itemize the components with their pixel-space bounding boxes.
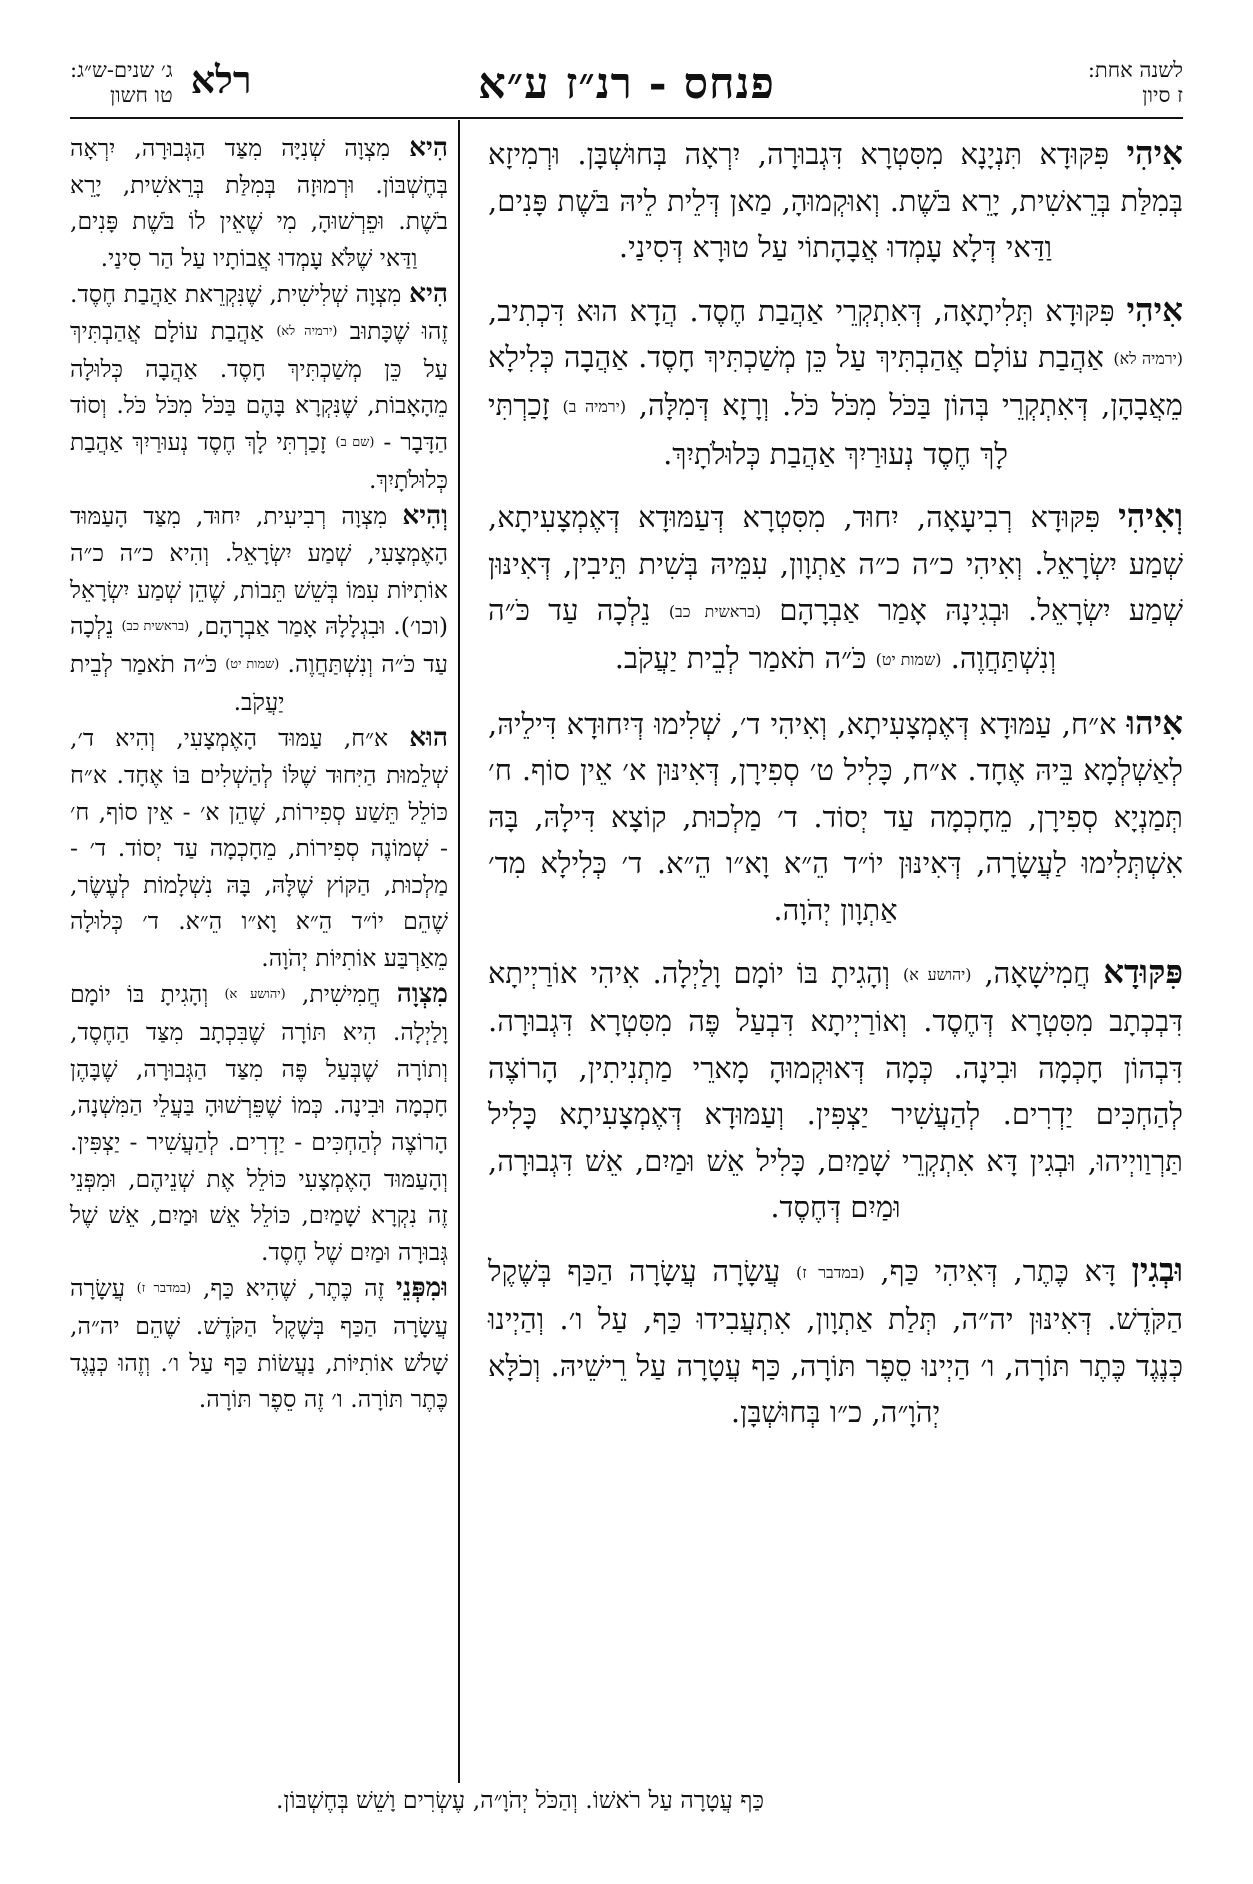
commentary-paragraph-text: זֶה כֶּתֶר, שֶׁהִיא כַּף, (191, 1274, 396, 1303)
main-text-paragraph-text: חֲמִישָׁאָה, (971, 956, 1104, 990)
commentary-paragraph-opening-word: הִיא (409, 278, 448, 310)
scripture-source-ref: (ירמיה ב) (562, 397, 627, 416)
scripture-source-ref: (במדבר ז) (136, 1281, 192, 1297)
commentary-continuation-line: כַּף עֲטָרָה עַל רֹאשׁוֹ. וְהַכֹּל יְהֹוָ״ה, עֶשְׂרִים וָשֵׁשׁ בְּחֶשְׁבּוֹן. (276, 1786, 764, 1814)
main-text-paragraph-opening-word: וְאִיהִי (1118, 497, 1183, 535)
commentary-paragraph-text: מִצְוָה רְבִיעִית, יִחוּד, מִצַּד הָעַמּוּד הָאֶמְצָעִי, שְׁמַע יִשְׂרָאֵל. וְהִיא כ״ה כ״ה אוֹתִיּוֹת עִמּוֹ בְּשֵׁשׁ תֵּבוֹת, שֶׁהֵן שְׁמַע יִשְׂרָאֵל (וכו׳). וּבִגְלָלָהּ אָמַר אַבְרָהָם, (70, 502, 448, 641)
scripture-source-ref: (יהושע א) (903, 964, 972, 984)
commentary-paragraph-text: מִצְוָה שְׁנִיָּה מִצַּד הַגְּבוּרָה, יִרְאָה בְּחֶשְׁבּוֹן. וּרְמוּזָה בְּמִלַּת בְּרֵאשִׁית, יָרֵא בֹשֶׁת. וּפֵרְשׁוּהָ, מִי שֶׁאֵין לוֹ בֹּשֶׁת פָּנִים, וַדַּאי שֶׁלֹּא עָמְדוּ אֲבוֹתָיו עַל הַר סִינַי. (70, 134, 448, 272)
header-rule (70, 117, 1183, 119)
main-text-paragraph-text: א״ח, עַמּוּדָא דְּאֶמְצָעִיתָא, וְאִיהִי ד׳, שְׁלִימוּ דְּיִחוּדָא דִּילֵיהּ, לְאַשְׁלְמָא בֵּיהּ אֶחָד. א״ח, כָּלִיל ט׳ סְפִירָן, דְּאִינּוּן א׳ אֵין סוֹף. ח׳ תְּמַנְיָא סְפִירָן, מֵחָכְמָה עַד יְסוֹד. ד׳ מַלְכוּת, קוֹצָא דִּילָהּ, בָּהּ אִשְׁתְּלִימוּ לַעֲשָׂרָה, דְּאִינּוּן יוֹ״ד הֵ״א וָא״ו הֵ״א. ד׳ כְּלִילָא מִד׳ אַתְוָון יְהֹוָה. (488, 706, 1183, 927)
scripture-source-ref: (יהושע א) (224, 987, 286, 1003)
main-text-paragraph-text: אַהֲבַת עוֹלָם אֲהַבְתִּיךְ עַל כֵּן מְשַׁכְתִּיךְ חָסֶד. אַהֲבָה כְּלִילָא מֵאֲבָהָן, דְּאִתְקְרֵי בְּהוֹן בַּכֹּל מִכֹּל כֹּל. וְרָזָא דְּמִלָּה, (488, 340, 1183, 423)
main-text-paragraph-text: דָּא כֶּתֶר, דְּאִיהִי כַּף, (864, 1253, 1132, 1288)
commentary-paragraph (70, 130, 448, 276)
commentary-paragraph (70, 498, 448, 720)
three-year-cycle-date: טו חשון (109, 83, 173, 107)
main-text-paragraph-opening-word: אִיהִי (1126, 290, 1183, 329)
page-title: פנחס - רנ״ז ע״א (478, 59, 775, 109)
scripture-source-ref: (במדבר ז) (796, 1262, 865, 1282)
main-text-paragraph-opening-word: אִיהִי (1126, 134, 1183, 172)
main-text-paragraph (488, 700, 1183, 934)
commentary-paragraph-opening-word: הוּא (409, 722, 448, 754)
column-divider (458, 120, 460, 1783)
main-text-paragraph-text: וְהָגִיתָ בּוֹ יוֹמָם וָלַיְלָה. אִיהִי אוֹרַיְיתָא דִּבְכְתָב מִסִּטְרָא דְּחֶסֶד. וְאוֹרַיְיתָא דִּבְעַל פֶּה מִסִּטְרָא דִּגְבוּרָה. דִּבְהוֹן חָכְמָה וּבִינָה. כְּמָה דְּאוּקְמוּהָ מָארֵי מַתְנִיתִין, הָרוֹצֶה לְהַחְכִּים יַדְרִים. לְהַעֲשִׁיר יַצְפִּין. וְעַמּוּדָא דְּאֶמְצָעִיתָא כָּלִיל תַּרְוַויְיהוּ, וּבְגִין דָּא אִתְקְרֵי שָׁמַיִם, כָּלִיל אֵשׁ וּמַיִם, אֵשׁ דִּגְבוּרָה, וּמַיִם דְּחֶסֶד. (488, 956, 1183, 1225)
commentary-paragraph-text: אַהֲבַת עוֹלָם אֲהַבְתִּיךְ עַל כֵּן מְשַׁכְתִּיךְ חָסֶד. אַהֲבָה כְּלוּלָה מֵהָאָבוֹת, שֶׁנִּקְרָא בָּהֶם בַּכֹּל מִכֹּל כֹּל. וְסוֹד הַדָּבָר - (70, 316, 448, 456)
commentary-paragraph-text: עֲשָׂרָה עֲשָׂרָה הַכַּף בְּשֶׁקֶל הַקֹּדֶשׁ. שֶׁהֵם יה״ה, שָׁלֹשׁ אוֹתִיּוֹת, נַעֲשׂוֹת כַּף עַל ו׳. וְזֶהוּ כְּנֶגֶד כֶּתֶר תּוֹרָה. ו׳ זֶה סֵפֶר תּוֹרָה. (70, 1274, 448, 1414)
three-year-cycle-meta (70, 58, 173, 108)
commentary-paragraph (70, 720, 448, 976)
commentary-paragraph-opening-word: וְהִיא (402, 500, 448, 532)
commentary-paragraph-text: זָכַרְתִּי לָךְ חֶסֶד נְעוּרַיִךְ אַהֲבַת כְּלוּלֹתָיִךְ. (70, 427, 448, 494)
main-text-paragraph (488, 287, 1183, 478)
commentary-paragraph-text: וְהָגִיתָ בּוֹ יוֹמָם וָלַיְלָה. הִיא תּוֹרָה שֶׁבִּכְתָב מִצַּד הַחֶסֶד, וְתוֹרָה שֶׁבְּעַל פֶּה מִצַּד הַגְּבוּרָה, שֶׁבָּהֶן חָכְמָה וּבִינָה. כְּמוֹ שֶׁפֵּרְשׁוּהָ בַּעֲלֵי הַמִּשְׁנָה, הָרוֹצֶה לְהַחְכִּים - יַדְרִים. לְהַעֲשִׁיר - יַצְפִּין. וְהָעַמּוּד הָאֶמְצָעִי כּוֹלֵל אֶת שְׁנֵיהֶם, וּמִפְּנֵי זֶה נִקְרָא שָׁמַיִם, כּוֹלֵל אֵשׁ וּמַיִם, אֵשׁ שֶׁל גְּבוּרָה וּמַיִם שֶׁל חֶסֶד. (70, 980, 448, 1266)
commentary-paragraph-opening-word: וּמִפְּנֵי (395, 1272, 448, 1304)
commentary-paragraph-text: א״ח, עַמּוּד הָאֶמְצָעִי, וְהִיא ד׳, שְׁלֵמוּת הַיִּחוּד שֶׁלּוֹ לְהַשְׁלִים בּוֹ אֶחָד. א״ח כּוֹלֵל תֵּשַׁע סְפִירוֹת, שֶׁהֵן א׳ - אֵין סוֹף, ח׳ - שְׁמוֹנֶה סְפִירוֹת, מֵחָכְמָה עַד יְסוֹד. ד׳ - מַלְכוּת, הַקּוֹץ שֶׁלָּהּ, בָּהּ נִשְׁלָמוֹת לְעֶשֶׂר, שֶׁהֵם יוֹ״ד הֵ״א וָא״ו הֵ״א. ד׳ כְּלוּלָה מֵאַרְבַּע אוֹתִיּוֹת יְהֹוָה. (70, 724, 448, 972)
main-text-column (488, 130, 1183, 1452)
main-text-paragraph (488, 130, 1183, 271)
main-text-paragraph-text: פִּקּוּדָא רְבִיעָאָה, יִחוּד, מִסִּטְרָא דְּעַמּוּדָא דְּאֶמְצָעִיתָא, שְׁמַע יִשְׂרָאֵל. וְאִיהִי כ״ה כ״ה אַתְוָון, עִמֵּיהּ בְּשִׁית תֵּיבִין, דְּאִינּוּן שְׁמַע יִשְׂרָאֵל. וּבְגִינָהּ אָמַר אַבְרָהָם (488, 500, 1183, 627)
scripture-source-ref: (שמות יט) (225, 657, 280, 673)
main-text-paragraph (488, 1247, 1183, 1436)
main-text-paragraph (488, 493, 1183, 684)
scripture-source-ref: (בראשית כב) (668, 601, 762, 621)
scripture-source-ref: (ירמיה לא) (276, 324, 338, 340)
main-text-paragraph-text: עֲשָׂרָה עֲשָׂרָה הַכַּף בְּשֶׁקֶל הַקֹּדֶשׁ. דְּאִינּוּן יה״ה, תְּלַת אַתְוָון, אִתְעֲבִידוּ כַּף, עַל ו׳. וְהַיְינוּ כְּנֶגֶד כֶּתֶר תּוֹרָה, ו׳ הַיְינוּ סֵפֶר תּוֹרָה, כַּף עֲטָרָה עַל רֵישֵׁיהּ. וְכֹלָּא יְהֹוָ״ה, כ״ו בְּחוּשְׁבָּן. (488, 1253, 1183, 1429)
commentary-paragraph-opening-word: הִיא (409, 132, 448, 163)
commentary-paragraph (70, 1270, 448, 1418)
main-text-paragraph-opening-word: וּבְגִין (1131, 1250, 1184, 1289)
main-text-paragraph-text: נֵלְכָה עַד כֹּ״ה וְנִשְׁתַּחֲוֶה. (488, 593, 1057, 676)
scripture-source-ref: (בראשית כב) (121, 619, 190, 635)
commentary-paragraph-text: חֲמִישִׁית, (285, 980, 397, 1009)
commentary-paragraph-text: מִצְוָה שְׁלִישִׁית, שֶׁנִּקְרֵאת אַהֲבַת חֶסֶד. זֶהוּ שֶׁכָּתוּב (70, 280, 449, 345)
scripture-source-ref: (שמות יט) (875, 650, 942, 669)
commentary-paragraph-text: כֹּ״ה תֹאמַר לְבֵית יַעֲקֹב. (70, 649, 285, 716)
commentary-column (70, 130, 448, 1418)
main-text-paragraph-text: כֹּ״ה תֹאמַר לְבֵית יַעֲקֹב. (614, 641, 876, 676)
commentary-paragraph-opening-word: מִצְוָה (396, 978, 448, 1010)
main-text-paragraph-text: זָכַרְתִּי לָךְ חֶסֶד נְעוּרַיִךְ אַהֲבַת כְּלוּלֹתָיִךְ. (488, 388, 1008, 471)
three-year-cycle-label: ג׳ שנים-ש״ג: (70, 58, 173, 82)
folio-number: רלא (190, 57, 252, 102)
main-text-paragraph (488, 949, 1183, 1231)
main-text-paragraph-opening-word: פִּקּוּדָא (1103, 953, 1183, 991)
commentary-paragraph-text: נֵלְכָה עַד כֹּ״ה וְנִשְׁתַּחֲוֶה. (70, 612, 448, 678)
commentary-paragraph (70, 276, 448, 498)
three-year-cycle-box (70, 58, 252, 108)
page-header (70, 58, 1183, 118)
one-year-cycle-label: לשנה אחת: (1087, 58, 1183, 82)
commentary-paragraph (70, 976, 448, 1270)
scripture-source-ref: (ירמיה לא) (1113, 348, 1183, 368)
one-year-cycle-date: ז סיון (1142, 83, 1183, 107)
main-text-paragraph-text: פִּקּוּדָא תְּלִיתָאָה, דְּאִתְקְרֵי אַהֲבַת חֶסֶד. הֲדָא הוּא דִּכְתִיב, (488, 293, 1127, 328)
main-text-paragraph-text: פִּקּוּדָא תִּנְיָנָא מִסִּטְרָא דִּגְבוּרָה, יִרְאָה בְּחוּשְׁבָּן. וּרְמִיזָא בְּמִלַּת בְּרֵאשִׁית, יָרֵא בֹּשֶׁת. וְאוּקְמוּהָ, מַאן דְּלֵית לֵיהּ בֹּשֶׁת פָּנִים, וַדַּאי דְּלָא עָמְדוּ אֲבָהָתוֹי עַל טוּרָא דְּסִינַי. (488, 137, 1183, 264)
main-text-paragraph-opening-word: אִיהוּ (1126, 703, 1183, 742)
scripture-source-ref: (שם ב) (335, 435, 375, 451)
